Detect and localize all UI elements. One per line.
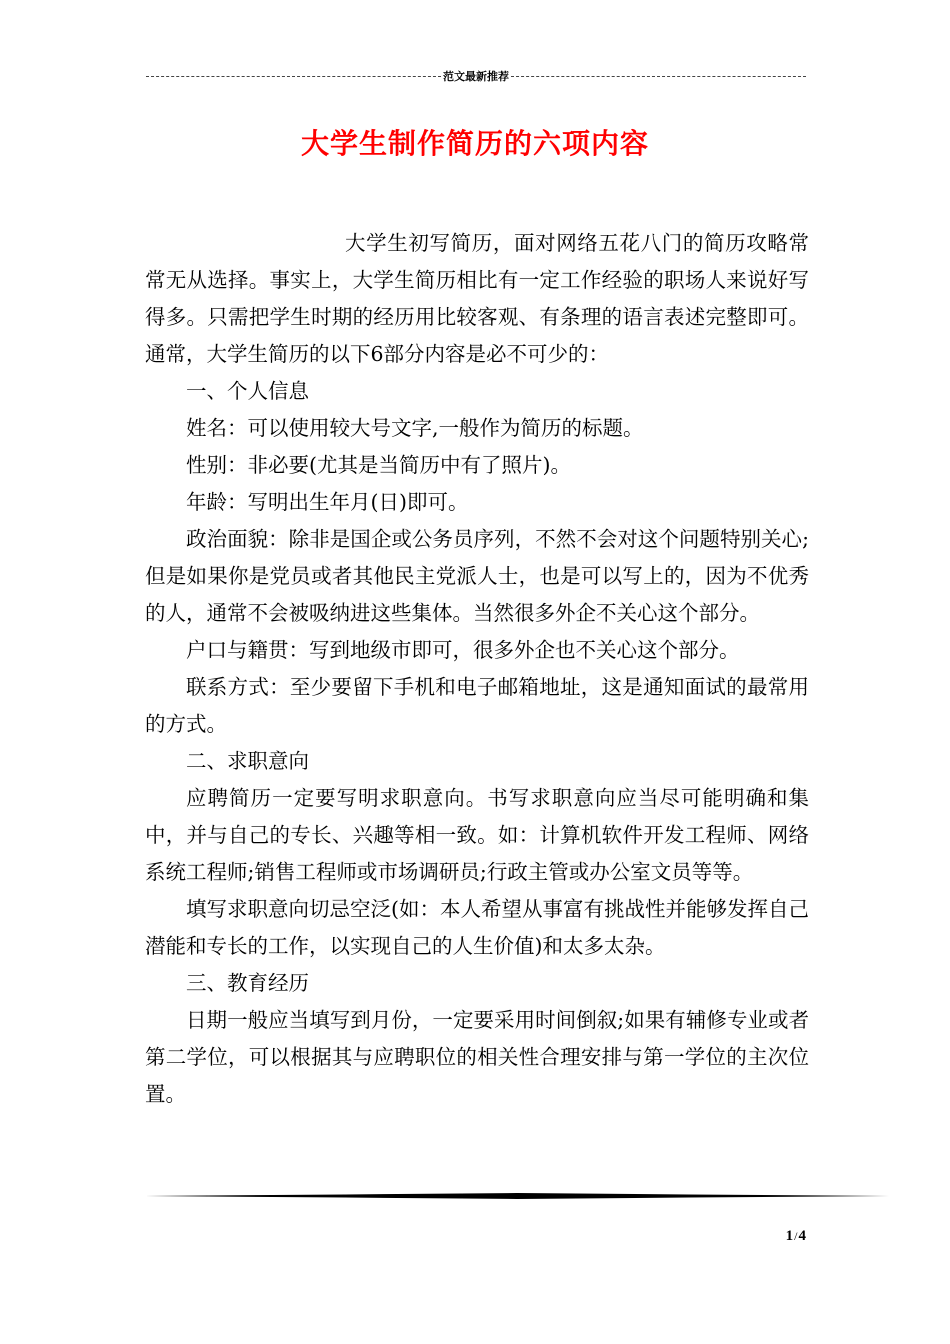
- paragraph-age: 年龄：写明出生年月(日)即可。: [186, 490, 469, 514]
- paragraph-job-intention-tips: 填写求职意向切忌空泛(如：本人希望从事富有挑战性并能够发挥自己潜能和专长的工作，以实现自己的人生价值)和太多太杂。: [145, 897, 809, 958]
- document-title: 大学生制作简历的六项内容: [300, 127, 649, 160]
- document-body: [145, 225, 809, 1113]
- page-number: [786, 1228, 806, 1245]
- page-total: 4: [798, 1228, 806, 1244]
- section-heading-personal-info: 一、个人信息: [186, 379, 309, 403]
- page-current: 1: [785, 1228, 794, 1244]
- paragraph-political-status: 政治面貌：除非是国企或公务员序列，不然不会对这个问题特别关心;但是如果你是党员或者其他民主党派人士，也是可以写上的，因为不优秀的人，通常不会被吸纳进这些集体。当然很多外企不关心这个部分。: [145, 527, 809, 625]
- section-heading-education: 三、教育经历: [186, 971, 309, 995]
- page-separator: /: [794, 1229, 798, 1243]
- header-rule: [146, 64, 806, 88]
- paragraph-hukou: 户口与籍贯：写到地级市即可，很多外企也不关心这个部分。: [186, 638, 740, 662]
- paragraph-gender: 性别：非必要(尤其是当简历中有了照片)。: [186, 453, 571, 477]
- paragraph-intro: 大学生初写简历，面对网络五花八门的简历攻略常常无从选择。事实上，大学生简历相比有一定工作经验的职场人来说好写得多。只需把学生时期的经历用比较客观、有条理的语言表述完整即可。通常，大学生简历的以下6部分内容是必不可少的：: [145, 231, 809, 366]
- paragraph-name: 姓名：可以使用较大号文字,一般作为简历的标题。: [186, 416, 644, 440]
- paragraph-contact: 联系方式：至少要留下手机和电子邮箱地址，这是通知面试的最常用的方式。: [145, 675, 809, 736]
- section-heading-job-intention: 二、求职意向: [186, 749, 309, 773]
- header-dashes-right: [511, 76, 806, 77]
- paragraph-job-intention: 应聘简历一定要写明求职意向。书写求职意向应当尽可能明确和集中，并与自己的专长、兴趣等相一致。如：计算机软件开发工程师、网络系统工程师;销售工程师或市场调研员;行政主管或办公室文员等等。: [145, 786, 809, 884]
- header-dashes-left: [146, 76, 441, 77]
- footer-rule: [145, 1193, 889, 1199]
- paragraph-education: 日期一般应当填写到月份，一定要采用时间倒叙;如果有辅修专业或者第二学位，可以根据其与应聘职位的相关性合理安排与第一学位的主次位置。: [145, 1008, 809, 1106]
- header-label: 范文最新推荐: [443, 70, 509, 83]
